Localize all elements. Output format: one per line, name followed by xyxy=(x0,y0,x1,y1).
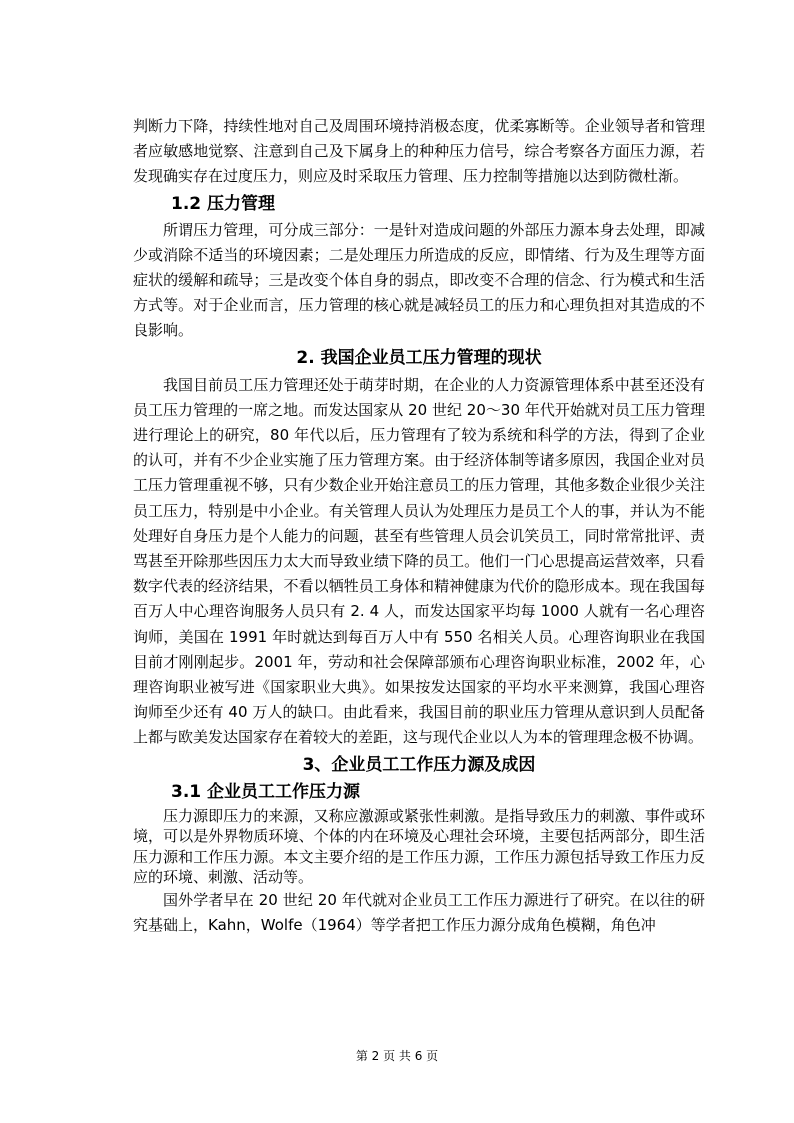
section-heading-1-2: 1.2 压力管理 xyxy=(171,193,276,214)
paragraph-current-status: 我国目前员工压力管理还处于萌芽时期，在企业的人力资源管理体系中甚至还没有员工压力管理的一席之地。而发达国家从 20 世纪 20～30 年代开始就对员工压力管理进行理论上的研究，80 年代以后，压力管理有了较为系统和科学的方法，得到了企业的认可，并有不少企业实施了压力管理方案。由于经济体制等诸多原因，我国企业对员工压力管理重视不够，只有少数企业开始注意员工的压力管理，其他多数企业很少关注员工压力，特别是中小企业。有关管理人员认为处理压力是员工个人的事，并认为不能处理好自身压力是个人能力的问题，甚至有些管理人员会讥笑员工，同时常常批评、责骂甚至开除那些因压力太大而导致业绩下降的员工。他们一门心思提高运营效率，只看数字代表的经济结果，不看以牺牲员工身体和精神健康为代价的隐形成本。现在我国每百万人中心理咨询服务人员只有 2. 4 人，而发达国家平均每 1000 人就有一名心理咨询师，美国在 1991 年时就达到每百万人中有 550 名相关人员。心理咨询职业在我国目前才刚刚起步。2001 年，劳动和社会保障部颁布心理咨询职业标准，2002 年，心理咨询职业被写进《国家职业大典》。如果按发达国家的平均水平来测算，我国心理咨询师至少还有 40 万人的缺口。由此看来，我国目前的职业压力管理从意识到人员配备上都与欧美发达国家存在着较大的差距，这与现代企业以人为本的管理理念极不协调。 xyxy=(133,375,705,747)
paragraph-stressor-definition: 压力源即压力的来源，又称应激源或紧张性刺激。是指导致压力的刺激、事件或环境，可以是外界物质环境、个体的内在环境及心理社会环境，主要包括两部分，即生活压力源和工作压力源。本文主要介绍的是工作压力源，工作压力源包括导致工作压力反应的环境、刺激、活动等。 xyxy=(133,806,705,887)
paragraph-continued: 判断力下降，持续性地对自己及周围环境持消极态度，优柔寡断等。企业领导者和管理者应敏感地觉察、注意到自己及下属身上的种种压力信号，综合考察各方面压力源，若发现确实存在过度压力，则应及时采取压力管理、压力控制等措施以达到防微杜渐。 xyxy=(133,117,705,186)
page-content xyxy=(133,114,705,938)
section-heading-2: 2. 我国企业员工压力管理的现状 xyxy=(296,347,542,368)
paragraph-foreign-research: 国外学者早在 20 世纪 20 年代就对企业员工工作压力源进行了研究。在以往的研究基础上，Kahn，Wolfe（1964）等学者把工作压力源分成角色模糊，角色冲 xyxy=(133,890,705,934)
section-heading-3: 3、企业员工工作压力源及成因 xyxy=(302,754,536,775)
section-heading-3-1: 3.1 企业员工工作压力源 xyxy=(171,781,361,802)
page-footer: 第 2 页 共 6 页 xyxy=(355,1049,439,1063)
paragraph-stress-management: 所谓压力管理，可分成三部分：一是针对造成问题的外部压力源本身去处理，即减少或消除不适当的环境因素；二是处理压力所造成的反应，即情绪、行为及生理等方面症状的缓解和疏导；三是改变个体自身的弱点，即改变不合理的信念、行为模式和生活方式等。对于企业而言，压力管理的核心就是减轻员工的压力和心理负担对其造成的不良影响。 xyxy=(133,220,705,340)
